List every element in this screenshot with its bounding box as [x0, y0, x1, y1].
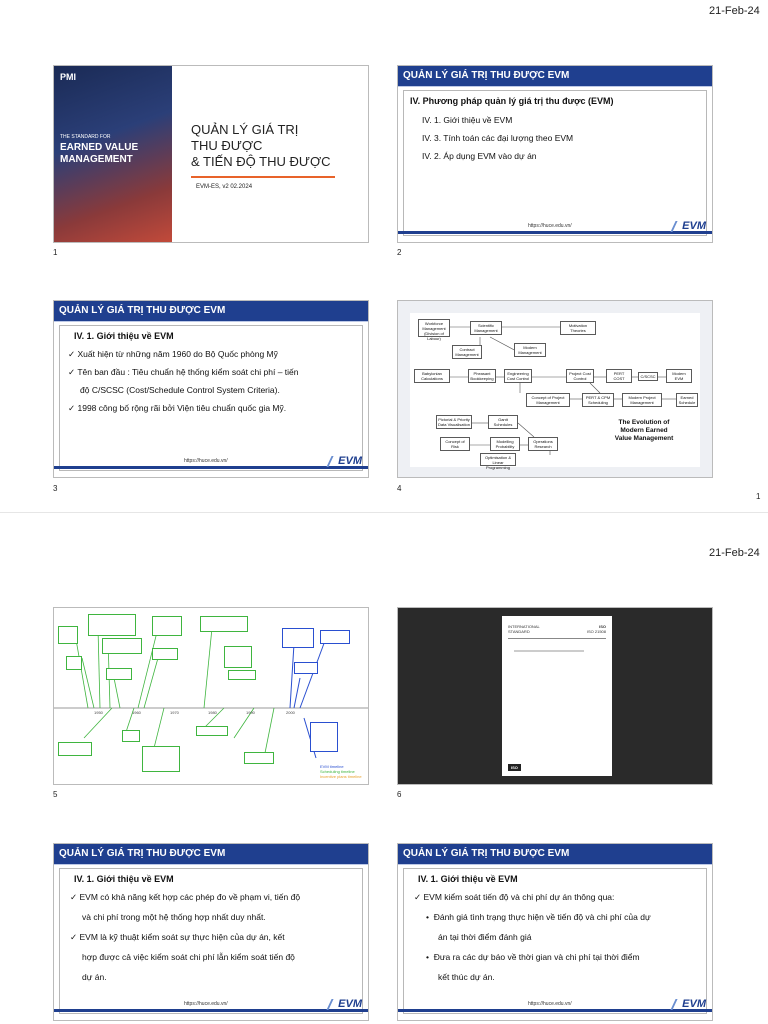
diagram-box: Modern EVM	[666, 369, 692, 383]
doc-title-placeholder	[514, 650, 584, 652]
bullet-line	[68, 364, 299, 380]
cover-title-line1: EARNED VALUE	[60, 142, 139, 153]
footer-line	[54, 466, 368, 469]
timeline-box	[310, 722, 338, 752]
timeline-box	[58, 626, 78, 644]
bullet-line	[82, 969, 107, 985]
content-frame	[403, 868, 707, 1014]
diagram-box: Gantt Schedules	[488, 415, 518, 429]
page-date: 21-Feb-24	[709, 547, 760, 559]
slide-number: 3	[53, 484, 58, 493]
iso-logo: ISO	[508, 764, 521, 771]
year-label: 2000	[286, 710, 295, 715]
bullet-text: kết thúc dự án.	[438, 972, 495, 982]
bullet-text: EVM có khả năng kết hợp các phép đo về phạm vi, tiến độ	[79, 892, 301, 902]
slide-number: 6	[397, 790, 402, 799]
page-separator	[0, 512, 768, 513]
evm-logo: EVM	[338, 998, 362, 1010]
diagram-box: Operations Research	[528, 437, 558, 451]
diagram-box: Workforce Management (Division of Labour)	[418, 319, 450, 337]
check-icon: ✓	[70, 932, 80, 942]
timeline-box	[152, 616, 182, 636]
toc-item: IV. 1. Giới thiệu về EVM	[422, 115, 513, 125]
timeline-years	[54, 710, 369, 718]
footer-url: https://huce.edu.vn/	[184, 458, 228, 464]
year-label: 1970	[170, 710, 179, 715]
pmi-logo: PMI	[60, 72, 77, 82]
section-title: IV. Phương pháp quản lý giá trị thu được (EVM)	[410, 96, 614, 106]
slide-number: 5	[53, 790, 58, 799]
timeline-box	[142, 746, 180, 772]
footer-url: https://huce.edu.vn/	[184, 1001, 228, 1007]
evm-logo: EVM	[682, 998, 706, 1010]
bullet-text: 1998 công bố rộng rãi bởi Viện tiêu chuẩn quốc gia Mỹ.	[77, 403, 287, 413]
slide-title-line3: & TIẾN ĐỘ THU ĐƯỢC	[191, 154, 331, 169]
year-label: 1980	[208, 710, 217, 715]
legend-item: Scheduling timeline	[320, 769, 355, 774]
header-underline	[54, 864, 368, 865]
slide-5	[53, 607, 369, 785]
slide-header: QUẢN LÝ GIÁ TRỊ THU ĐƯỢC EVM	[54, 301, 368, 321]
doc-line: STANDARD	[508, 629, 530, 634]
check-icon: ✓	[68, 403, 78, 413]
diagram-box: Concept of Project Management	[526, 393, 570, 407]
bullet-line	[82, 949, 295, 965]
slide-8	[397, 843, 713, 1021]
doc-rule	[508, 638, 606, 639]
diagram-box: Earned Schedule	[676, 393, 698, 407]
section-title: IV. 1. Giới thiệu về EVM	[74, 874, 174, 884]
timeline-box	[58, 742, 92, 756]
slide-number: 4	[397, 484, 402, 493]
slide-3	[53, 300, 369, 478]
slide-header: QUẢN LÝ GIÁ TRỊ THU ĐƯỢC EVM	[54, 844, 368, 864]
diagram-box: PERT COST	[606, 369, 632, 383]
header-underline	[398, 86, 712, 87]
legend-item: Incentive plans timeline	[320, 774, 362, 779]
footer-line	[54, 1009, 368, 1012]
slide-1	[53, 65, 369, 243]
timeline-box	[152, 648, 178, 660]
slide-number: 2	[397, 248, 402, 257]
content-frame	[403, 90, 707, 236]
evm-logo: EVM	[338, 455, 362, 467]
caption-line: Modern Earned	[620, 427, 668, 434]
slide-title-line2: THU ĐƯỢC	[191, 138, 263, 153]
cover-small-text: THE STANDARD FOR	[60, 134, 111, 140]
page-date: 21-Feb-24	[709, 5, 760, 17]
diagram-box: Babylonian Calculations	[414, 369, 450, 383]
year-label: 1950	[94, 710, 103, 715]
bullet-text: độ C/SCSC (Cost/Schedule Control System Criteria).	[80, 385, 280, 395]
header-underline	[54, 321, 368, 322]
toc-item: IV. 3. Tính toán các đại lượng theo EVM	[422, 133, 574, 143]
footer-url: https://huce.edu.vn/	[528, 1001, 572, 1007]
bullet-line	[68, 346, 278, 362]
caption-line: The Evolution of	[618, 419, 670, 426]
bullet-text: dự án.	[82, 972, 107, 982]
footer-line	[398, 1009, 712, 1012]
slide-number: 1	[53, 248, 58, 257]
slide-4	[397, 300, 713, 478]
bullet-text: và chi phí trong một hệ thống hợp nhất duy nhất.	[82, 912, 266, 922]
sub-bullet-line	[438, 929, 531, 945]
diagram-box: Scientific Management	[470, 321, 502, 335]
accent-line	[191, 176, 335, 178]
year-label: 1960	[132, 710, 141, 715]
content-frame	[59, 868, 363, 1014]
timeline-legend	[320, 764, 362, 779]
timeline-box	[200, 616, 248, 632]
diagram-box: Contract Management	[452, 345, 482, 359]
header-underline	[398, 864, 712, 865]
section-title: IV. 1. Giới thiệu về EVM	[418, 874, 518, 884]
doc-right-heading	[587, 624, 606, 634]
diagram-box: C/SCSC	[638, 372, 658, 381]
diagram-box: Optimisation & Linear Programming	[480, 453, 516, 466]
cover-image	[54, 66, 172, 242]
timeline-box	[224, 646, 252, 668]
bullet-line	[80, 382, 280, 398]
diagram-box: Pheasant Bookkeeping	[468, 369, 496, 383]
timeline-box	[282, 628, 314, 648]
check-icon: ✓	[414, 892, 424, 902]
bullet-line	[414, 889, 614, 905]
timeline-box	[244, 752, 274, 764]
diagram-caption	[596, 419, 692, 443]
timeline-box	[66, 656, 82, 670]
diagram-box: Modern Management	[514, 343, 546, 357]
bullet-dot-icon: •	[426, 912, 434, 922]
bullet-text: Đánh giá tình trạng thực hiện về tiến độ và chi phí của dự	[433, 912, 651, 922]
doc-line: ISO	[599, 624, 606, 629]
content-frame	[59, 325, 363, 471]
section-title: IV. 1. Giới thiệu về EVM	[74, 331, 174, 341]
slide-header: QUẢN LÝ GIÁ TRỊ THU ĐƯỢC EVM	[398, 844, 712, 864]
bullet-line	[70, 929, 285, 945]
bullet-text: EVM là kỹ thuật kiểm soát sự thực hiện của dự án, kết	[79, 932, 285, 942]
timeline-box	[106, 668, 132, 680]
bullet-text: án tại thời điểm đánh giá	[438, 932, 532, 942]
doc-line: ISO 21508	[586, 629, 606, 634]
slide-header: QUẢN LÝ GIÁ TRỊ THU ĐƯỢC EVM	[398, 66, 712, 86]
cover-title-line2: MANAGEMENT	[60, 154, 133, 165]
timeline-box	[196, 726, 228, 736]
slide-7	[53, 843, 369, 1021]
diagram-area	[410, 313, 700, 470]
evm-logo: EVM	[682, 220, 706, 232]
check-icon: ✓	[68, 349, 78, 359]
footer-url: https://huce.edu.vn/	[528, 223, 572, 229]
sub-bullet-line	[426, 949, 640, 965]
page-number: 1	[756, 492, 761, 501]
check-icon: ✓	[70, 892, 80, 902]
timeline-box	[88, 614, 136, 636]
bullet-text: hợp được cả việc kiểm soát chi phí lẫn kiểm soát tiến độ	[82, 952, 295, 962]
bullet-text: Xuất hiện từ những năm 1960 do Bộ Quốc phòng Mỹ	[77, 349, 278, 359]
bullet-line	[82, 909, 266, 925]
slide-title-line1: QUẢN LÝ GIÁ TRỊ	[191, 122, 299, 137]
diagram-box: Modern Project Management	[622, 393, 662, 407]
version-text: EVM-ES, v2 02.2024	[196, 184, 253, 190]
doc-left-heading	[508, 624, 540, 634]
doc-line: INTERNATIONAL	[508, 624, 540, 629]
bullet-line	[70, 889, 300, 905]
bullet-dot-icon: •	[426, 952, 434, 962]
sub-bullet-line	[426, 909, 651, 925]
slide-6	[397, 607, 713, 785]
diagram-box: PERT & CPM Scheduling	[582, 393, 614, 407]
legend-item: EVM timeline	[320, 764, 344, 769]
diagram-box: Motivation Theories	[560, 321, 596, 335]
year-label: 1990	[246, 710, 255, 715]
diagram-box: Pictorial & Priority Data Visualisation	[436, 415, 472, 429]
toc-item: IV. 2. Áp dụng EVM vào dự án	[422, 151, 537, 161]
footer-line	[398, 231, 712, 234]
diagram-box: Modelling Probability	[490, 437, 520, 451]
slide-2	[397, 65, 713, 243]
bullet-text: Tên ban đầu : Tiêu chuẩn hệ thống kiểm soát chi phí – tiến	[77, 367, 299, 377]
diagram-box: Concept of Risk	[440, 437, 470, 451]
bullet-line	[68, 400, 286, 416]
iso-document	[502, 616, 612, 776]
timeline-box	[294, 662, 318, 674]
timeline-box	[228, 670, 256, 680]
timeline-box	[102, 638, 142, 654]
bullet-text: Đưa ra các dự báo về thời gian và chi phí tại thời điểm	[433, 952, 640, 962]
diagram-box: Project Cost Control	[566, 369, 594, 383]
caption-line: Value Management	[614, 435, 674, 442]
check-icon: ✓	[68, 367, 78, 377]
sub-bullet-line	[438, 969, 495, 985]
diagram-box: Engineering Cost Control	[504, 369, 532, 383]
bullet-text: EVM kiểm soát tiến độ và chi phí dự án thông qua:	[423, 892, 615, 902]
timeline-box	[122, 730, 140, 742]
timeline-box	[320, 630, 350, 644]
